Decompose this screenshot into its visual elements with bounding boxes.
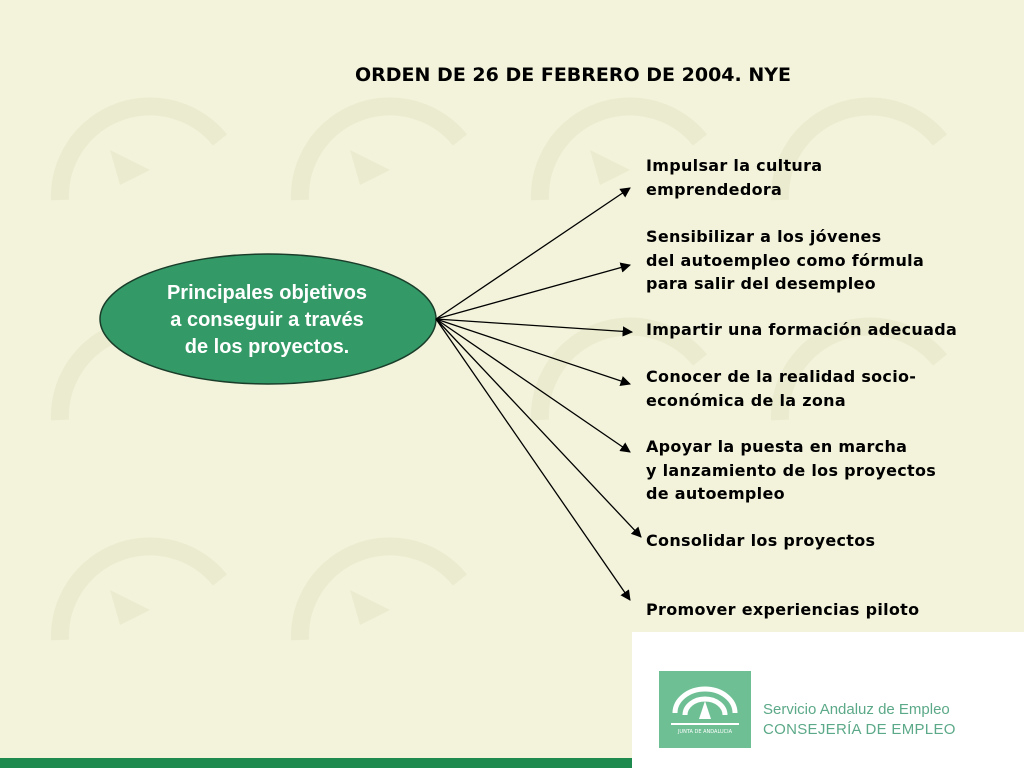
logo-line-2: CONSEJERÍA DE EMPLEO (763, 721, 956, 738)
objective-line: Impartir una formación adecuada (646, 320, 958, 339)
arrow-3 (436, 319, 632, 332)
arrow-7 (436, 319, 630, 600)
objective-line: del autoempleo como fórmula (646, 250, 925, 270)
bottom-accent-bar (0, 758, 632, 768)
arrow-6 (436, 319, 641, 537)
center-node-label (112, 280, 422, 361)
objective-line: Impulsar la cultura (646, 156, 823, 175)
emblem-caption: JUNTA DE ANDALUCIA (677, 729, 733, 735)
emblem-icon (659, 671, 751, 748)
slide-title: ORDEN DE 26 DE FEBRERO DE 2004. NYE (355, 64, 791, 86)
objective-5 (646, 435, 936, 506)
arrow-5 (436, 319, 630, 452)
arrow-2 (436, 265, 630, 319)
objective-7 (646, 598, 919, 622)
objective-line: y lanzamiento de los proyectos (646, 460, 937, 480)
objective-line: Conocer de la realidad socio- (646, 367, 917, 386)
logo-line-1: Servicio Andaluz de Empleo (763, 701, 950, 718)
objective-3 (646, 318, 957, 342)
arrow-4 (436, 319, 630, 384)
arrow-1 (436, 188, 630, 319)
objective-line: Apoyar la puesta en marcha (646, 437, 908, 456)
objective-2 (646, 225, 924, 296)
junta-andalucia-emblem (659, 671, 751, 748)
objective-line: Consolidar los proyectos (646, 531, 876, 550)
objective-4 (646, 365, 916, 412)
objective-line: económica de la zona (646, 390, 846, 410)
center-node-line: a conseguir a través (170, 309, 364, 331)
objective-line: Sensibilizar a los jóvenes (646, 227, 882, 246)
objective-line: emprendedora (646, 179, 783, 199)
objective-6 (646, 529, 875, 553)
objective-line: Promover experiencias piloto (646, 600, 920, 619)
objective-line: para salir del desempleo (646, 274, 876, 293)
center-node-line: de los proyectos. (184, 336, 350, 358)
objective-line: de autoempleo (646, 484, 785, 503)
center-node-line: Principales objetivos (166, 282, 368, 304)
objective-1 (646, 154, 822, 201)
